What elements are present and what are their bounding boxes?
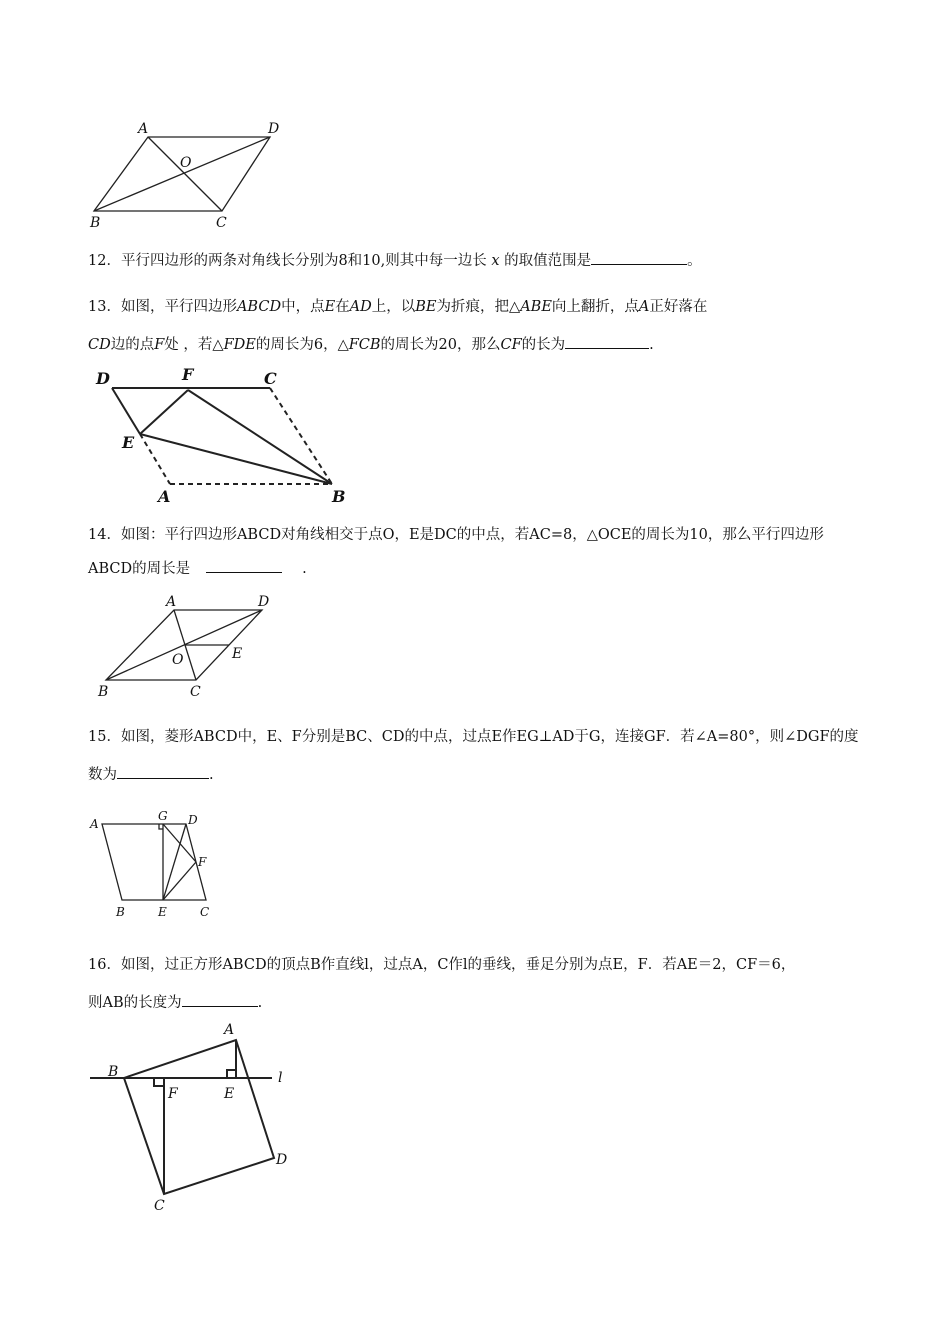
q13-text: 的长为: [521, 337, 566, 353]
label-d: D: [268, 121, 280, 137]
q13-text: 处 ，若△: [164, 337, 224, 353]
segment-de: [112, 388, 140, 434]
label-o: O: [172, 652, 184, 668]
q13-end: .: [649, 337, 654, 353]
q13-ad: AD: [349, 299, 372, 315]
q13-text: 中，点: [281, 299, 325, 315]
answer-blank-13[interactable]: [565, 334, 649, 349]
label-b: B: [332, 487, 346, 506]
label-c: C: [190, 684, 201, 700]
q13-text: 正好落在: [649, 299, 708, 315]
question-16-line-2: [88, 984, 868, 1022]
rhombus-abcd: [102, 824, 206, 900]
label-d: D: [258, 594, 270, 610]
label-e: E: [232, 646, 243, 662]
label-e: E: [224, 1086, 235, 1102]
label-c: C: [264, 369, 277, 388]
segment-ed: [163, 824, 186, 900]
segment-eb: [140, 434, 332, 484]
question-12-number: 12．: [88, 253, 121, 269]
variable-x: x: [491, 253, 500, 269]
q16-end: .: [257, 995, 263, 1011]
label-c: C: [154, 1198, 165, 1214]
q13-text: 上，以: [371, 299, 416, 315]
figure-parallelogram-diagonals: [80, 115, 300, 235]
q13-text: 向上翻折，点: [551, 299, 639, 315]
answer-blank-12[interactable]: [591, 250, 687, 265]
right-angle-mark-e: [227, 1070, 236, 1078]
q15-end: .: [209, 767, 214, 783]
label-f: F: [198, 855, 207, 869]
q13-text: 的周长为20，那么: [380, 337, 501, 353]
figure-15-svg: [88, 806, 228, 921]
q13-f: F: [154, 337, 165, 353]
label-b: B: [116, 905, 125, 919]
question-12-line: [88, 250, 868, 271]
figure-parallelogram-midpoint: [92, 592, 292, 702]
label-e: E: [158, 905, 167, 919]
label-d: D: [188, 813, 198, 827]
q13-fcb: FCB: [348, 337, 381, 353]
segment-fb: [188, 390, 332, 484]
q13-text: 13．如图，平行四边形: [88, 299, 237, 315]
label-a: A: [166, 594, 177, 610]
label-e: E: [122, 433, 135, 452]
figure-11-svg: [80, 115, 300, 235]
q13-fde: FDE: [223, 337, 256, 353]
answer-blank-16[interactable]: [182, 992, 258, 1007]
square-abcd: [124, 1040, 274, 1194]
question-13: [88, 288, 868, 364]
q13-text: 为折痕，把△: [436, 299, 521, 315]
label-d: D: [96, 369, 110, 388]
q13-cd: CD: [88, 337, 111, 353]
label-f: F: [168, 1086, 178, 1102]
label-o: O: [180, 155, 192, 171]
q13-be: BE: [415, 299, 437, 315]
right-angle-mark-f: [154, 1078, 164, 1086]
question-15-line-1: 15．如图，菱形ABCD中，E、F分别是BC、CD的中点，过点E作EG⊥AD于G，连接GF．若∠A=80°，则∠DGF的度: [88, 729, 859, 745]
label-g: G: [158, 809, 168, 823]
figure-14-svg: [92, 592, 292, 702]
q14-end: .: [302, 561, 307, 577]
figure-rhombus: [88, 806, 228, 921]
label-b: B: [90, 215, 101, 231]
answer-blank-15[interactable]: [117, 764, 209, 779]
label-d: D: [276, 1152, 288, 1168]
q13-cf: CF: [500, 337, 522, 353]
figure-13-svg: [90, 362, 360, 507]
figure-16-svg: [86, 1018, 306, 1218]
question-13-line-2: [88, 326, 868, 364]
q15-text: 数为: [88, 767, 117, 783]
label-l: l: [278, 1070, 283, 1086]
figure-folded-parallelogram: [90, 362, 360, 507]
figure-square-line: [86, 1018, 306, 1218]
question-14-line-1: 14．如图：平行四边形ABCD对角线相交于点O，E是DC的中点，若AC=8，△OCE的周长为10，那么平行四边形: [88, 527, 824, 543]
label-b: B: [98, 684, 109, 700]
diagonal-ac: [148, 137, 222, 211]
question-16: [88, 946, 868, 1022]
question-12-end: 。: [687, 253, 702, 269]
segment-ef: [140, 390, 188, 434]
segment-ef: [163, 862, 196, 900]
label-f: F: [182, 365, 194, 384]
label-a: A: [224, 1022, 235, 1038]
q13-text: 的周长为6，△: [255, 337, 349, 353]
q13-text: 边的点: [110, 337, 155, 353]
q14-text: ABCD的周长是: [88, 561, 191, 577]
label-a: A: [90, 817, 99, 831]
diagonal-bd: [106, 610, 262, 680]
q13-e: E: [324, 299, 336, 315]
question-16-line-1: 16．如图，过正方形ABCD的顶点B作直线l，过点A，C作l的垂线，垂足分别为点E，F．若AE＝2，CF＝6，: [88, 957, 796, 973]
q13-abcd: ABCD: [236, 299, 282, 315]
question-14: [88, 518, 868, 586]
label-c: C: [216, 215, 227, 231]
q13-a: A: [638, 299, 650, 315]
label-b: B: [108, 1064, 119, 1080]
question-13-line-1: [88, 288, 868, 326]
question-14-line-2: [88, 552, 868, 586]
question-15: [88, 718, 868, 794]
label-a: A: [138, 121, 149, 137]
label-c: C: [200, 905, 210, 919]
question-12: [88, 250, 868, 271]
question-12-text-b: 的取值范围是: [504, 253, 592, 269]
question-12-text-a: 平行四边形的两条对角线长分别为8和10,则其中每一边长: [120, 253, 487, 269]
q16-text: 则AB的长度为: [88, 995, 182, 1011]
label-a: A: [158, 487, 171, 506]
q13-text: 在: [335, 299, 350, 315]
q13-abe: ABE: [520, 299, 552, 315]
question-15-line-2: [88, 756, 868, 794]
answer-blank-14[interactable]: [206, 558, 282, 573]
